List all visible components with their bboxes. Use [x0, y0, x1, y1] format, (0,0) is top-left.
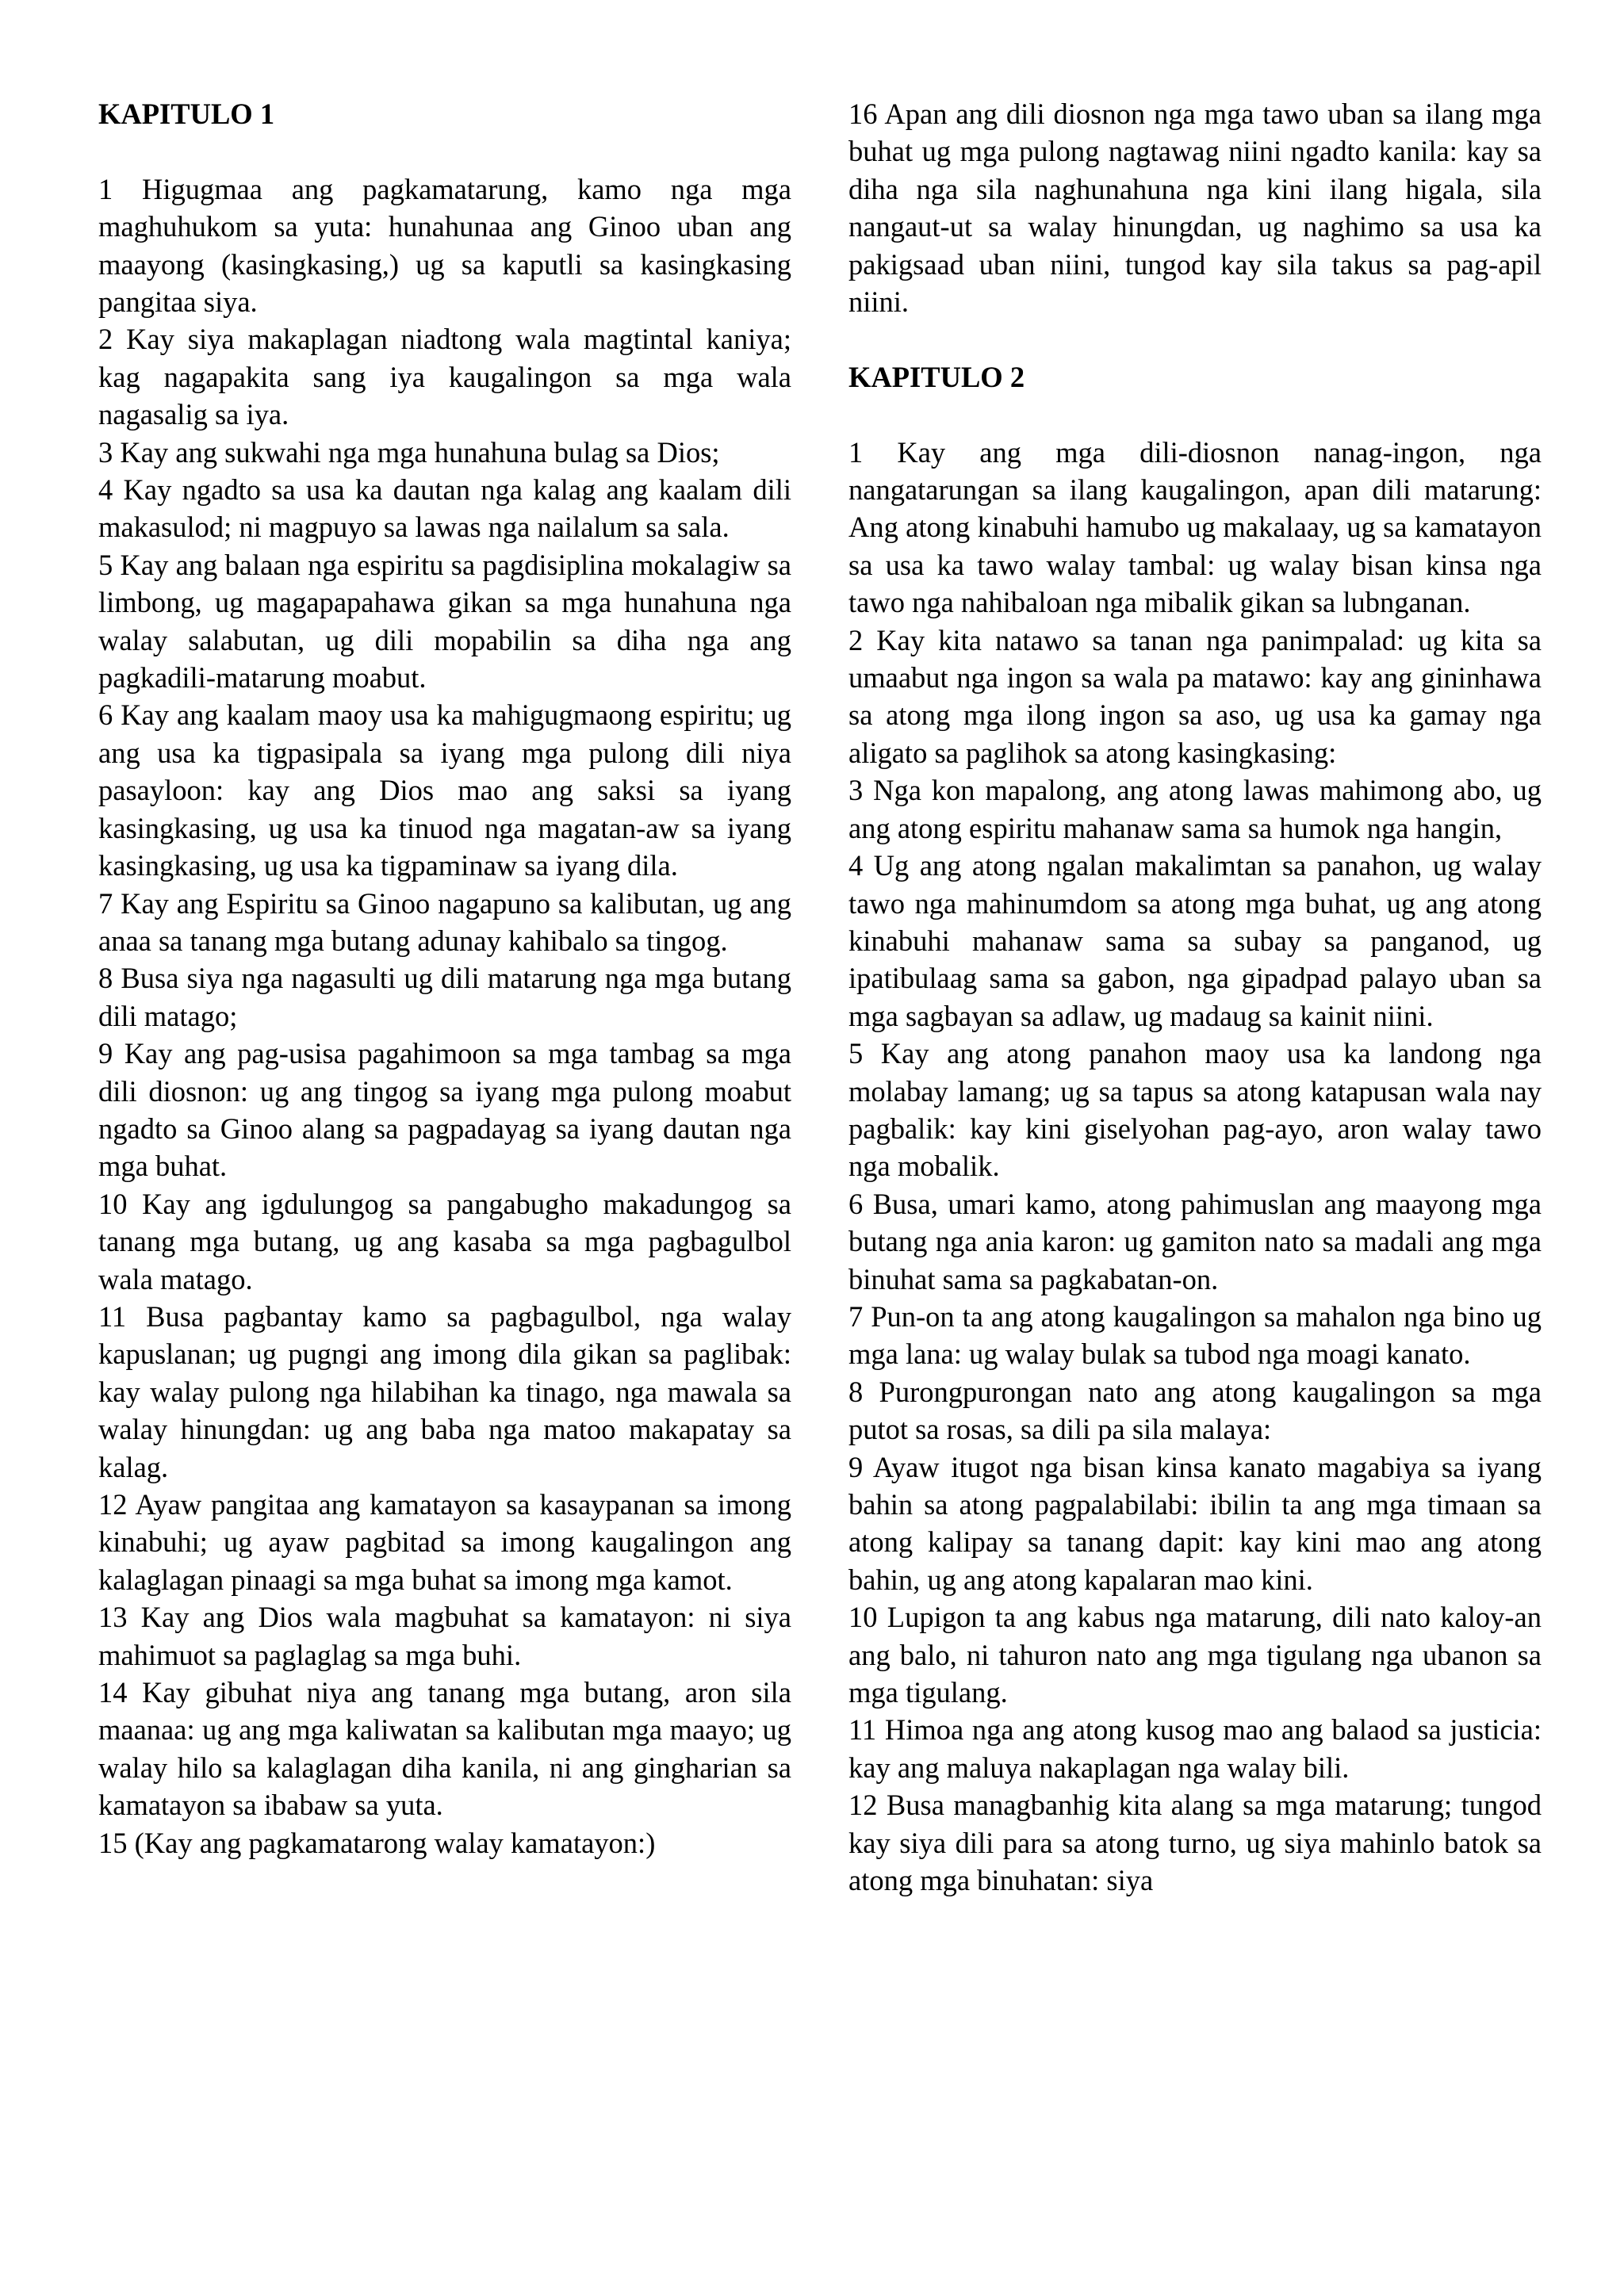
verse-1-8: 8 Busa siya nga nagasulti ug dili matarung nga mga butang dili matago;	[98, 962, 791, 1032]
verse-2-7: 7 Pun-on ta ang atong kaugalingon sa mahalon nga bino ug mga lana: ug walay bulak sa tubod nga moagi kanato.	[848, 1299, 1542, 1371]
verse-2-10: 10 Lupigon ta ang kabus nga matarung, dili nato kaloy-an ang balo, ni tahuron nato ang mga tigulang nga ubanon sa mga tigulang.	[848, 1601, 1542, 1709]
verse-1-3: 3 Kay ang sukwahi nga mga hunahuna bulag sa Dios;	[98, 435, 720, 469]
verse-2-11: 11 Himoa nga ang atong kusog mao ang balaod sa justicia: kay ang maluya nakaplagan nga walay bili.	[848, 1713, 1542, 1784]
verse-1-9: 9 Kay ang pag-usisa pagahimoon sa mga tambag sa mga dili diosnon: ug ang tingog sa iyang mga pulong moabut ngadto sa Ginoo alang sa pagpadayag sa iyang dautan nga mga buhat.	[98, 1037, 791, 1183]
verse-2-5: 5 Kay ang atong panahon maoy usa ka landong nga molabay lamang; ug sa tapus sa atong katapusan wala nay pagbalik: kay kini giselyohan pag-ayo, aron walay tawo nga mobalik.	[848, 1037, 1542, 1183]
verse-1-7: 7 Kay ang Espiritu sa Ginoo nagapuno sa kalibutan, ug ang anaa sa tanang mga butang adunay kahibalo sa tingog.	[98, 886, 791, 957]
verse-1-1: 1 Higugmaa ang pagkamatarung, kamo nga mga maghuhukom sa yuta: hunahunaa ang Ginoo uban ang maayong (kasingkasing,) ug sa kaputli sa kasingkasing pangitaa siya.	[98, 172, 791, 319]
spacer	[848, 396, 1542, 433]
verse-2-8: 8 Purongpurongan nato ang atong kaugalingon sa mga putot sa rosas, sa dili pa sila malaya:	[848, 1375, 1542, 1446]
chapter-1-heading: KAPITULO 1	[98, 98, 275, 130]
verse-2-3: 3 Nga kon mapalong, ang atong lawas mahimong abo, ug ang atong espiritu mahanaw sama sa humok nga hangin,	[848, 774, 1542, 844]
verse-1-10: 10 Kay ang igdulungog sa pangabugho makadungog sa tanang mga butang, ug ang kasaba sa mga pagbagulbol wala matago.	[98, 1187, 791, 1295]
verse-1-14: 14 Kay gibuhat niya ang tanang mga butang, aron sila maanaa: ug ang mga kaliwatan sa kalibutan mga maayo; ug walay hilo sa kalaglagan diha kanila, ni ang gingharian sa kamatayon sa ibabaw sa yuta.	[98, 1676, 791, 1822]
verse-2-9: 9 Ayaw itugot nga bisan kinsa kanato magabiya sa iyang bahin sa atong pagpalabilabi: ibilin ta ang mga timaan sa atong kalipay sa tanang dapit: kay kini mao ang atong bahin, ug ang atong kapalaran mao kini.	[848, 1450, 1542, 1596]
right-column	[848, 95, 1542, 2236]
verse-2-4: 4 Ug ang atong ngalan makalimtan sa panahon, ug walay tawo nga mahinumdom sa atong mga buhat, ug ang atong kinabuhi mahanaw sama sa subay sa panganod, ug ipatibulaag sama sa gabon, nga gipadpad palayo uban sa mga sagbayan sa adlaw, ug madaug sa kainit niini.	[848, 849, 1542, 1032]
verse-1-11: 11 Busa pagbantay kamo sa pagbagulbol, nga walay kapuslanan; ug pugngi ang imong dila gikan sa paglibak: kay walay pulong nga hilabihan ka tinago, nga mawala sa walay hinungdan: ug ang baba nga matoo makapatay sa kalag.	[98, 1299, 791, 1483]
verse-1-4: 4 Kay ngadto sa usa ka dautan nga kalag ang kaalam dili makasulod; ni magpuyo sa lawas nga nailalum sa sala.	[98, 473, 791, 544]
verse-2-1: 1 Kay ang mga dili-diosnon nanag-ingon, nga nangatarungan sa ilang kaugalingon, apan dili matarung: Ang atong kinabuhi hamubo ug makalaay, ug sa kamatayon sa usa ka tawo walay tambal: ug walay bisan kinsa nga tawo nga nahibaloan nga mibalik gikan sa lubnganan.	[848, 435, 1542, 619]
verse-2-12: 12 Busa managbanhig kita alang sa mga matarung; tungod kay siya dili para sa atong turno, ug siya mahinlo batok sa atong mga binuhatan: siya	[848, 1789, 1542, 1897]
spacer	[98, 132, 791, 170]
left-column	[98, 95, 791, 2236]
verse-1-6: 6 Kay ang kaalam maoy usa ka mahigugmaong espiritu; ug ang usa ka tigpasipala sa iyang mga pulong dili niya pasayloon: kay ang Dios mao ang saksi sa iyang kasingkasing, ug usa ka tinuod nga magatan-aw sa iyang kasingkasing, ug usa ka tigpaminaw sa iyang dila.	[98, 698, 791, 882]
verse-1-15: 15 (Kay ang pagkamatarong walay kamatayon:)	[98, 1826, 656, 1859]
verse-1-5: 5 Kay ang balaan nga espiritu sa pagdisiplina mokalagiw sa limbong, ug magapapahawa gikan sa mga hunahuna nga walay salabutan, ug dili mopabilin sa diha nga ang pagkadili-matarung moabut.	[98, 548, 791, 695]
verse-1-12: 12 Ayaw pangitaa ang kamatayon sa kasaypanan sa imong kinabuhi; ug ayaw pagbitad sa imong kaugalingon ang kalaglagan pinaagi sa mga buhat sa imong mga kamot.	[98, 1488, 791, 1596]
verse-1-16: 16 Apan ang dili diosnon nga mga tawo uban sa ilang mga buhat ug mga pulong nagtawag niini ngadto kanila: kay sa diha nga sila naghunahuna nga kini ilang higala, sila nangaut-ut sa walay hinungdan, ug naghimo sa usa ka pakigsaad uban niini, tungod kay sila takus sa pag-apil niini.	[848, 98, 1542, 319]
verse-1-13: 13 Kay ang Dios wala magbuhat sa kamatayon: ni siya mahimuot sa paglaglag sa mga buhi.	[98, 1601, 791, 1671]
document-page	[98, 95, 1542, 2236]
verse-1-2: 2 Kay siya makaplagan niadtong wala magtintal kaniya; kag nagapakita sang iya kaugalingon sa mga wala nagasalig sa iya.	[98, 323, 791, 431]
verse-2-6: 6 Busa, umari kamo, atong pahimuslan ang maayong mga butang nga ania karon: ug gamiton nato sa madali ang mga binuhat sama sa pagkabatan-on.	[848, 1187, 1542, 1295]
spacer	[848, 320, 1542, 358]
chapter-2-heading: KAPITULO 2	[848, 360, 1025, 393]
verse-2-2: 2 Kay kita natawo sa tanan nga panimpalad: ug kita sa umaabut nga ingon sa wala pa matawo: kay ang gininhawa sa atong mga ilong ingon sa aso, ug usa ka gamay nga aligato sa paglihok sa atong kasingkasing:	[848, 623, 1542, 769]
